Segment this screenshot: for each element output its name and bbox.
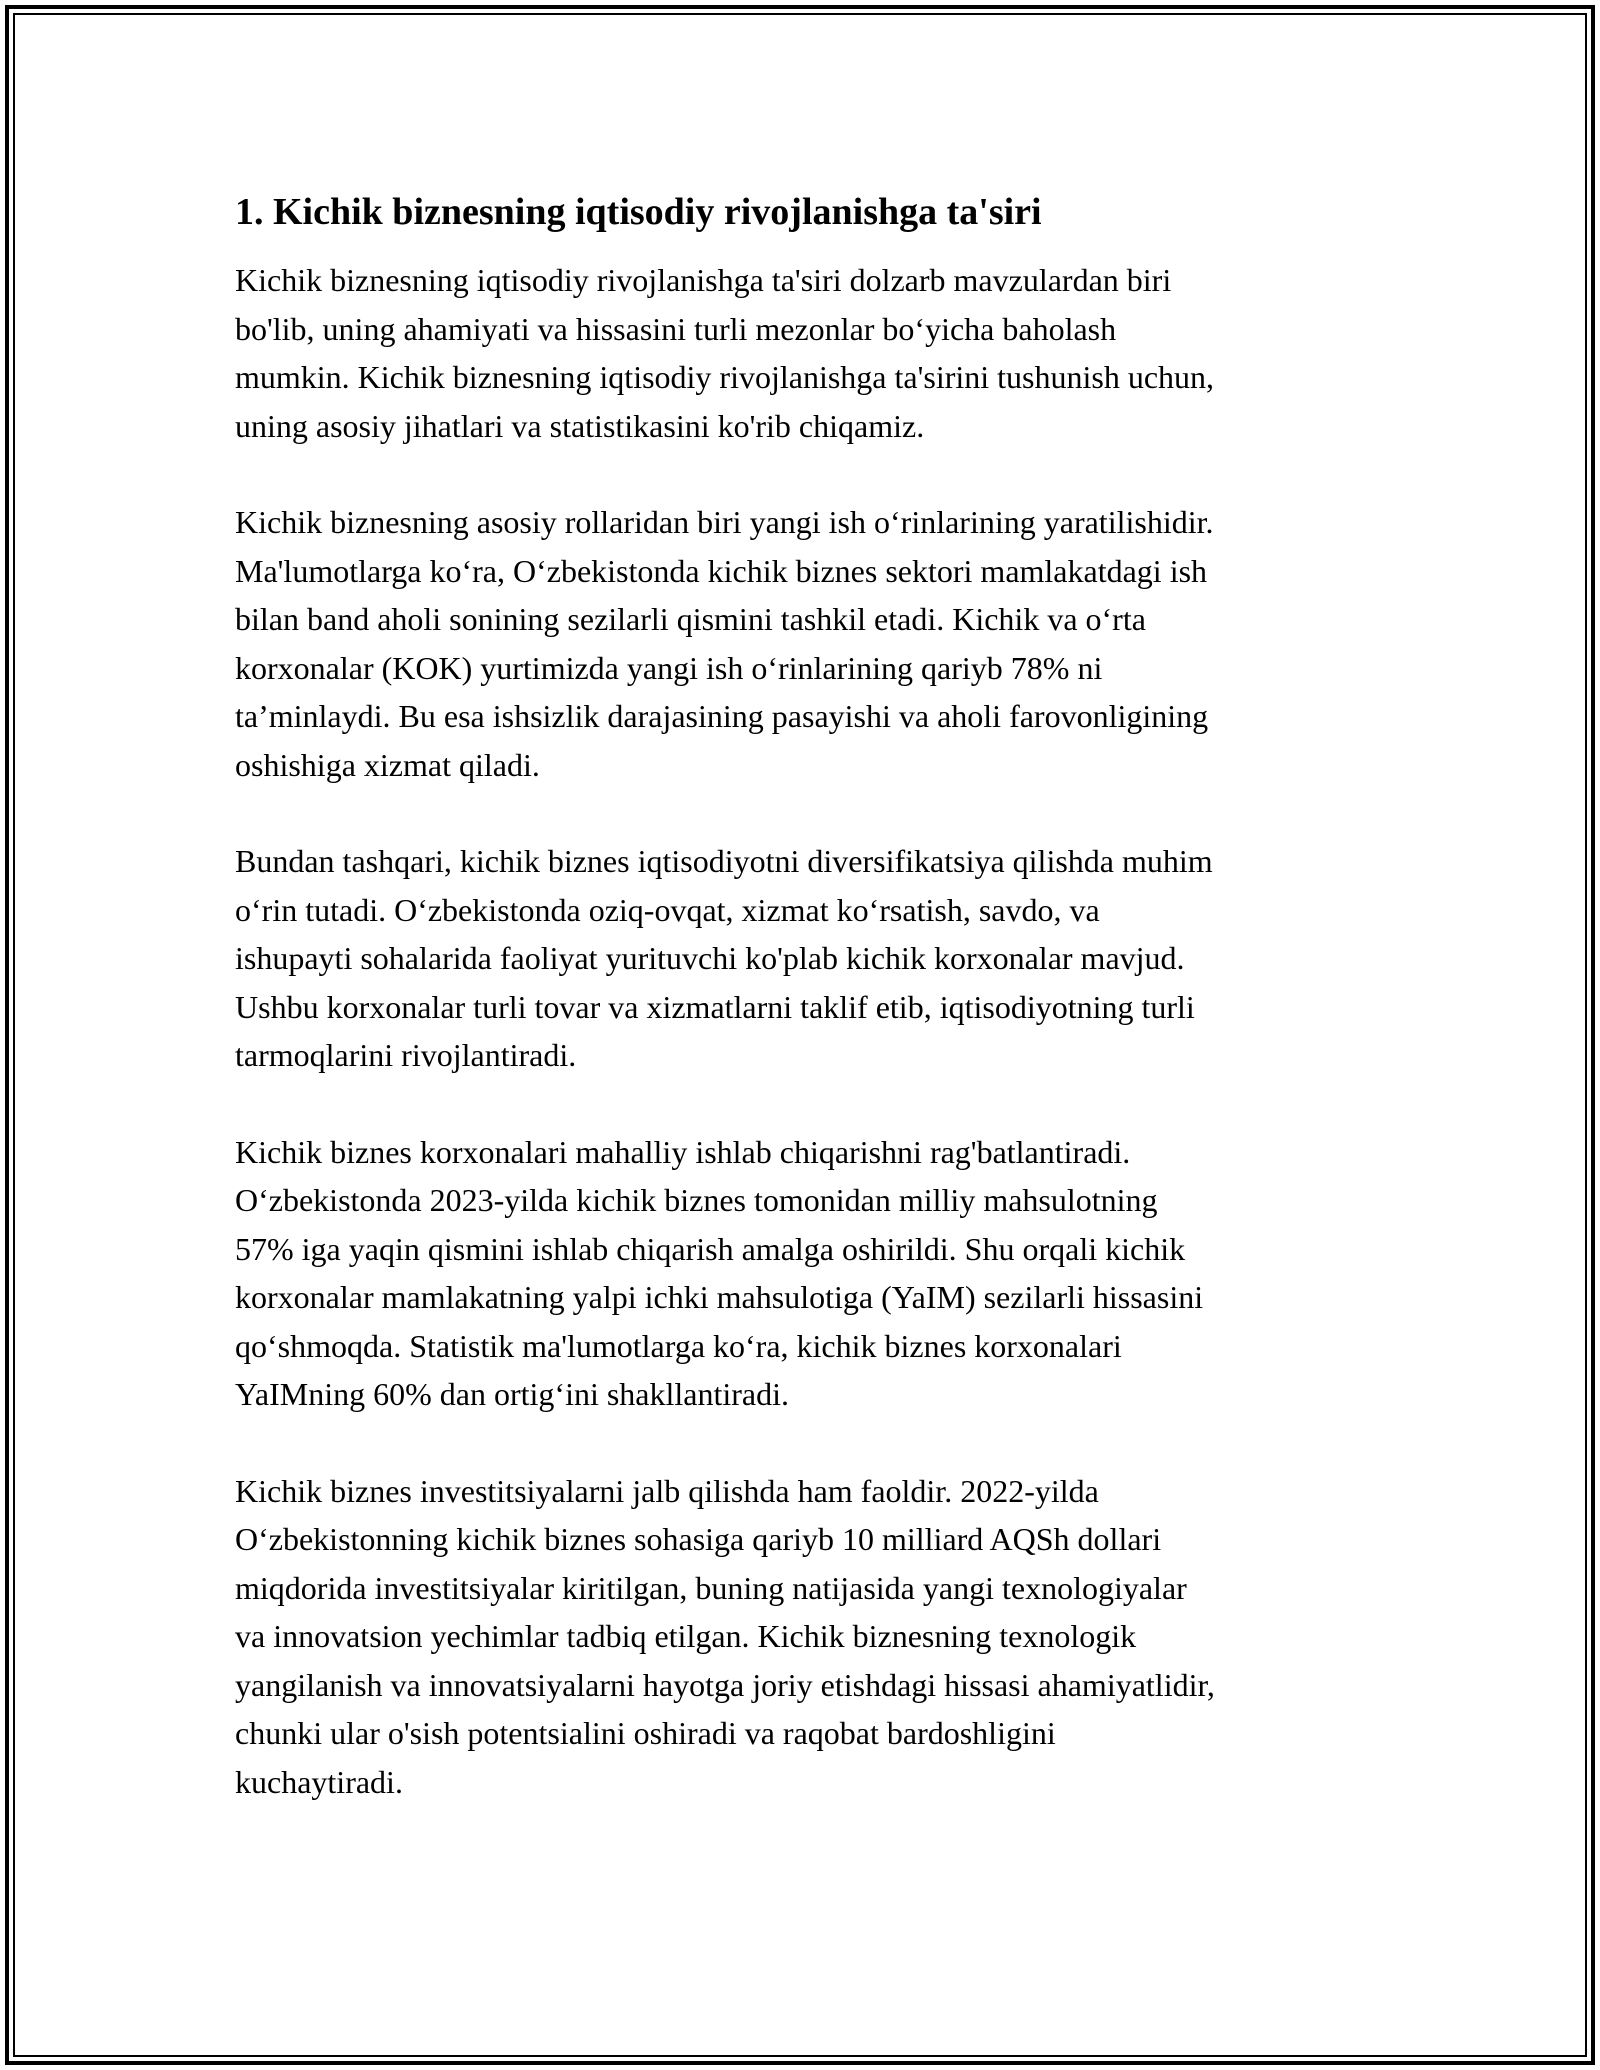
line: ishupayti sohalarida faoliyat yurituvchi ko'plab kichik korxonalar mavjud. <box>235 940 1185 976</box>
line: Ushbu korxonalar turli tovar va xizmatlarni taklif etib, iqtisodiyotning turli <box>235 988 1195 1025</box>
line: Bundan tashqari, kichik biznes iqtisodiyotni diversifikatsiya qilishda muhim <box>235 843 1213 879</box>
section-heading: 1. Kichik biznesning iqtisodiy rivojlanishga ta'siri <box>235 191 1042 233</box>
line: oshishiga xizmat qiladi. <box>235 746 540 783</box>
line: mumkin. Kichik biznesning iqtisodiy rivojlanishga ta'sirini tushunish uchun, <box>235 359 1215 395</box>
line: bo'lib, uning ahamiyati va hissasini turli mezonlar bo‘yicha baholash <box>235 310 1117 347</box>
line: kuchaytiradi. <box>235 1763 403 1800</box>
line: O‘zbekistonda 2023-yilda kichik biznes tomonidan milliy mahsulotning <box>235 1182 1158 1218</box>
line: Kichik biznes investitsiyalarni jalb qilishda ham faoldir. 2022-yilda <box>235 1472 1099 1509</box>
line: korxonalar (KOK) yurtimizda yangi ish o‘rinlarining qariyb 78% ni <box>235 649 1103 686</box>
line: ta’minlaydi. Bu esa ishsizlik darajasining pasayishi va aholi farovonligining <box>235 698 1209 734</box>
document-content <box>235 186 1385 1854</box>
line: qo‘shmoqda. Statistik ma'lumotlarga ko‘ra, kichik biznes korxonalari <box>235 1327 1122 1364</box>
line: miqdorida investitsiyalar kiritilgan, buning natijasida yangi texnologiyalar <box>235 1569 1187 1606</box>
paragraph-2 <box>235 498 1385 789</box>
line: yangilanish va innovatsiyalarni hayotga joriy etishdagi hissasi ahamiyatlidir, <box>235 1666 1215 1703</box>
line: chunki ular o'sish potentsialini oshiradi va raqobat bardoshligini <box>235 1715 1056 1751</box>
line: Kichik biznesning iqtisodiy rivojlanishga ta'siri dolzarb mavzulardan biri <box>235 262 1172 298</box>
line: YaIMning 60% dan ortig‘ini shakllantiradi. <box>235 1376 790 1412</box>
line: Kichik biznes korxonalari mahalliy ishlab chiqarishni rag'batlantiradi. <box>235 1133 1131 1170</box>
line: korxonalar mamlakatning yalpi ichki mahsulotiga (YaIM) sezilarli hissasini <box>235 1279 1204 1315</box>
paragraph-5 <box>235 1467 1385 1807</box>
line: Kichik biznesning asosiy rollaridan biri yangi ish o‘rinlarining yaratilishidir. <box>235 504 1214 540</box>
paragraph-4 <box>235 1128 1385 1419</box>
line: Ma'lumotlarga ko‘ra, O‘zbekistonda kichik biznes sektori mamlakatdagi ish <box>235 552 1208 589</box>
line: bilan band aholi sonining sezilarli qismini tashkil etadi. Kichik va o‘rta <box>235 601 1146 637</box>
line: uning asosiy jihatlari va statistikasini ko'rib chiqamiz. <box>235 407 925 444</box>
paragraph-3 <box>235 837 1385 1080</box>
paragraph-1 <box>235 256 1385 450</box>
line: o‘rin tutadi. O‘zbekistonda oziq-ovqat, xizmat ko‘rsatish, savdo, va <box>235 891 1100 928</box>
line: tarmoqlarini rivojlantiradi. <box>235 1037 577 1073</box>
line: O‘zbekistonning kichik biznes sohasiga qariyb 10 milliard AQSh dollari <box>235 1521 1162 1557</box>
line: va innovatsion yechimlar tadbiq etilgan. Kichik biznesning texnologik <box>235 1618 1137 1654</box>
line: 57% iga yaqin qismini ishlab chiqarish amalga oshirildi. Shu orqali kichik <box>235 1230 1186 1267</box>
